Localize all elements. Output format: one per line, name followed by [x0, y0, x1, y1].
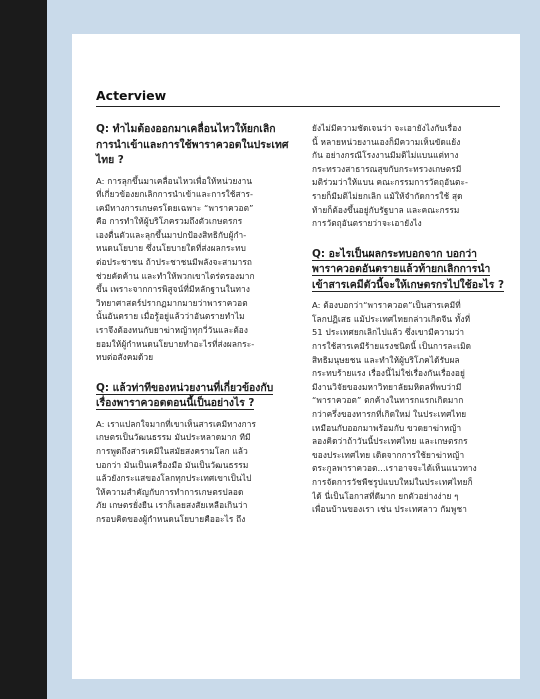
- answer-line: A: การลุกขึ้นมาเคลื่อนไหวเพื่อให้หน่วยงาน: [96, 175, 253, 186]
- answer-line: สิทธิมนุษยชน และทำให้ผู้บริโภคได้รับผล: [312, 354, 460, 365]
- answer-line: หนดนโยบาย ซึ่งนโยบายใดที่ส่งผลกระทบ: [96, 243, 247, 254]
- answer-line: มติร่วมว่าให้แบน คณะกรรมการวัตถุอันตะ-: [312, 177, 469, 188]
- answer-line: แล้วยังกระแสของโลกทุกประเทศเขาเป็นไป: [96, 473, 252, 484]
- answer-line: ที่เกี่ยวข้องยกเลิกการนำเข้าและการใช้สาร-: [96, 189, 254, 200]
- section-header: Acterview: [96, 88, 167, 103]
- answer-line: ของประเทศไทย เดิดจากการใช้ยาฆ่าหญ้า: [312, 449, 465, 460]
- question-2: [96, 381, 284, 412]
- answer-line: ให้ความสำคัญกับการทำการเกษตรปลอด: [96, 486, 244, 497]
- answer-line: นี้ หลายหน่วยงานเองก็มีความเห็นขัดแย้ง: [312, 136, 461, 147]
- answer-line: บอกว่า มันเป็นเครื่องมือ มันเป็นวัฒนธรรม: [96, 459, 249, 470]
- right-column: [312, 122, 504, 533]
- question-line-text: Q: แล้วท่าทีของหน่วยงานที่เกี่ยวข้องกับ: [96, 381, 274, 394]
- answer-line: ได้ นี่เป็นโอกาสที่ดีมาก ยกตัวอย่างง่าย ๆ: [312, 490, 459, 501]
- question-line: [312, 262, 500, 278]
- answer-line: ภัย เกษตรยั่งยืน เราก็เลยสงสัยเหลือเกินว่า: [96, 500, 248, 511]
- question-line-text: พาราควอตอันตรายแล้วท้ายกเลิกการนำ: [312, 263, 491, 276]
- question-1: [96, 122, 289, 169]
- answer-line: โลกปฏิเสธ แม้ประเทศไทยกล่าวเกิดจีน ทั้งที่: [312, 313, 471, 324]
- answer-line: กว่าครึ่งของทารกที่เกิดใหม่ ในประเทศไทย: [312, 409, 467, 419]
- answer-line: คือ การทำให้ผู้บริโภครวมถึงตัวเกษตรกร: [96, 216, 243, 227]
- question-line-text: Q: อะไรเป็นผลกระทบอกจาก บอกว่า: [312, 247, 477, 260]
- answer-line: กระทบร้ายแรง เรื่องนี้ไม่ใช่เรื่องกันเรื่องอยู่: [312, 368, 465, 379]
- answer-line: การพูดถึงสารเคมีในสมัยสงครามโลก แล้ว: [96, 446, 248, 456]
- answer-1: [96, 175, 284, 365]
- answer-line: ต่อประชาชน ถ้าประชาชนมีพลังจะสามารถ: [96, 257, 253, 268]
- answer-line: เองตื่นตัวและลุกขึ้นมาปกป้องสิทธิกับผู้กำ-: [96, 229, 247, 240]
- answer-2-continued: [312, 122, 500, 231]
- answer-line: A: ต้องบอกว่า“พาราควอต”เป็นสารเคมีที่: [312, 300, 461, 311]
- answer-line: ท้ายก็ต้องขึ้นอยู่กับรัฐบาล และคณะกรรม: [312, 204, 460, 215]
- answer-line: A: เราแปลกใจมากที่เขาเห็นสารเคมีทางการ: [96, 418, 257, 429]
- answer-line: รายก็มีมติไม่ยกเลิก แม้ให้จำกัดการใช้ สุด: [312, 190, 463, 201]
- answer-line: กระทรวงสาธารณสุขกับกระทรวงเกษตรมี: [312, 163, 462, 174]
- answer-line: ยอมให้ผู้กำหนดนโยบายทำอะไรที่ส่งผลกระ-: [96, 338, 255, 349]
- question-line-text: เรื่องพาราควอตตอนนี้เป็นอย่างไร ?: [96, 397, 255, 410]
- answer-line: กรอบคิดของผู้กำหนดนโยบายคืออะไร ถึง: [96, 513, 246, 524]
- answer-line: เกษตรเป็นวัฒนธรรม มันประหลาดมาก ทีมี: [96, 432, 251, 443]
- answer-line: กัน อย่างกรณีโรงงานมีมติไม่แบนแต่ทาง: [312, 150, 459, 161]
- answer-line: ลองคิดว่าถ้าวันนี้ประเทศไทย และเกษตรกร: [312, 436, 468, 447]
- answer-line: การวัตถุอันตรายว่าจะเอายังไง: [312, 218, 422, 229]
- question-line: [312, 247, 500, 263]
- question-line: Q: ทำไมต้องออกมาเคลื่อนไหวให้ยกเลิก: [96, 123, 276, 135]
- answer-line: 51 ประเทศยกเลิกไปแล้ว ซึ่งเขามีความว่า: [312, 327, 465, 338]
- question-line: [312, 278, 504, 294]
- answer-line: เราจึงต้องทนกับยาฆ่าหญ้าทุกวี่วันและต้อง: [96, 325, 249, 336]
- answer-line: ช่วยคัดค้าน และทำให้พวกเขาไตร่ตรองมาก: [96, 270, 255, 281]
- answer-line: ขึ้น เพราะจากการพิสูจน์ที่มีหลักฐานในทาง: [96, 284, 251, 295]
- answer-line: นั้นอันตราย เมื่อรู้อยู่แล้วว่าอันตรายทำไม: [96, 311, 245, 322]
- answer-line: ทบต่อสังคมด้วย: [96, 352, 154, 363]
- answer-line: การจัดการวัชพืชรูปแบบใหม่ในประเทศไทยก็: [312, 476, 473, 487]
- answer-line: มีงานวิจัยของมหาวิทยาลัยมหิดลที่พบว่ามี: [312, 381, 462, 392]
- answer-line: “พาราควอต” ตกค้างในทารกแรกเกิดมาก: [312, 395, 464, 406]
- answer-2: [96, 418, 284, 527]
- answer-line: ยังไม่มีความชัดเจนว่า จะเอายังไงกับเรื่อง: [312, 123, 462, 133]
- answer-line: เพื่อนบ้านของเรา เช่น ประเทศลาว กัมพูชา: [312, 504, 467, 515]
- answer-line: การใช้สารเคมีร้ายแรงชนิดนี้ เป็นการละเมิด: [312, 341, 472, 352]
- answer-line: เหมือนกับออกมาพร้อมกับ ขวดยาฆ่าหญ้า: [312, 422, 462, 433]
- answer-line: เคมีทางการเกษตรโดยเฉพาะ “พาราควอต”: [96, 202, 254, 213]
- answer-line: วิทยาศาสตร์ปรากฏมากมายว่าพาราควอต: [96, 297, 248, 308]
- header-rule: [96, 106, 500, 107]
- question-line: [96, 396, 284, 412]
- question-line: [96, 381, 284, 397]
- question-line: การนำเข้าและการใช้พาราควอตในประเทศ: [96, 138, 289, 151]
- question-3: [312, 247, 504, 294]
- question-line: ไทย ?: [96, 154, 124, 166]
- left-column: [96, 122, 289, 543]
- book-spine: [0, 0, 47, 699]
- magazine-page: [72, 34, 520, 679]
- answer-3: [312, 299, 500, 517]
- answer-line: ตระกูลพาราควอต...เราอาจจะได้เห็นแนวทาง: [312, 463, 477, 474]
- question-line-text: เข้าสารเคมีตัวนี้จะให้เกษตรกรไปใช้อะไร ?: [312, 278, 504, 291]
